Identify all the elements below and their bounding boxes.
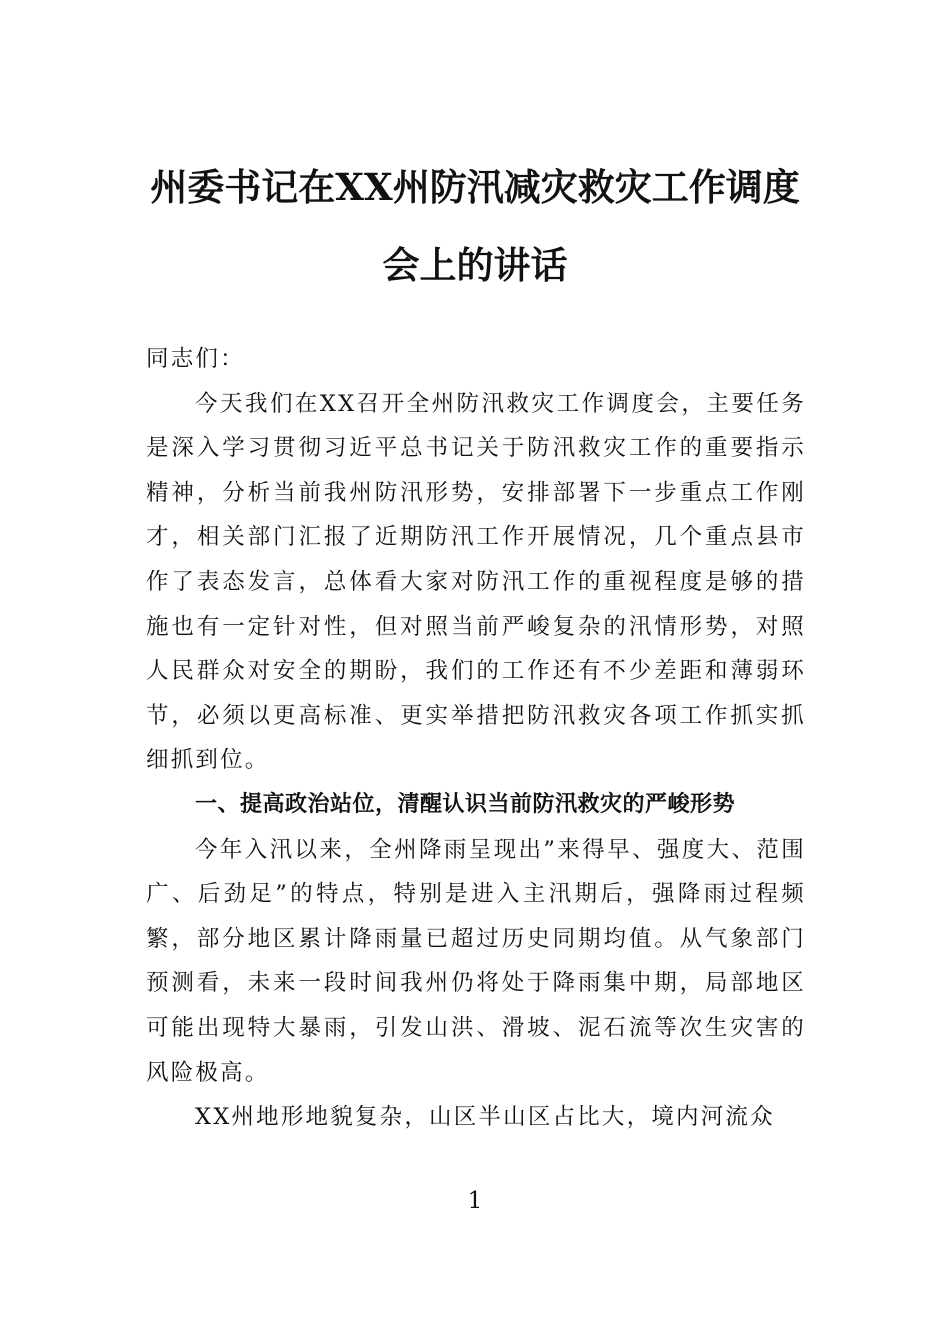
section-heading: 一、提高政治站位，清醒认识当前防汛救灾的严峻形势 — [195, 791, 736, 817]
paragraph-situation: 今年入汛以来，全州降雨呈现出”来得早、强度大、范围广、后劲足”的特点，特别是进入主汛期后，强降雨过程频繁，部分地区累计降雨量已超过历史同期均值。从气象部门预测看，未来一段时间我州仍将处于降雨集中期，局部地区可能出现特大暴雨，引发山洪、滑坡、泥石流等次生灾害的风险极高。 — [146, 836, 806, 1086]
document-body — [146, 337, 806, 1140]
greeting: 同志们： — [146, 346, 245, 372]
document-title: 州委书记在XX州防汛减灾救灾工作调度会上的讲话 — [150, 165, 800, 287]
paragraph-intro: 今天我们在XX召开全州防汛救灾工作调度会，主要任务是深入学习贯彻习近平总书记关于防汛救灾工作的重要指示精神，分析当前我州防汛形势，安排部署下一步重点工作刚才，相关部门汇报了近期防汛工作开展情况，几个重点县市作了表态发言，总体看大家对防汛工作的重视程度是够的措施也有一定针对性，但对照当前严峻复杂的汛情形势，对照人民群众对安全的期盼，我们的工作还有不少差距和薄弱环节，必须以更高标准、更实举措把防汛救灾各项工作抓实抓细抓到位。 — [146, 390, 806, 774]
page-number: 1 — [467, 1188, 483, 1214]
paragraph-terrain: XX州地形地貌复杂，山区半山区占比大，境内河流众 — [195, 1104, 775, 1131]
